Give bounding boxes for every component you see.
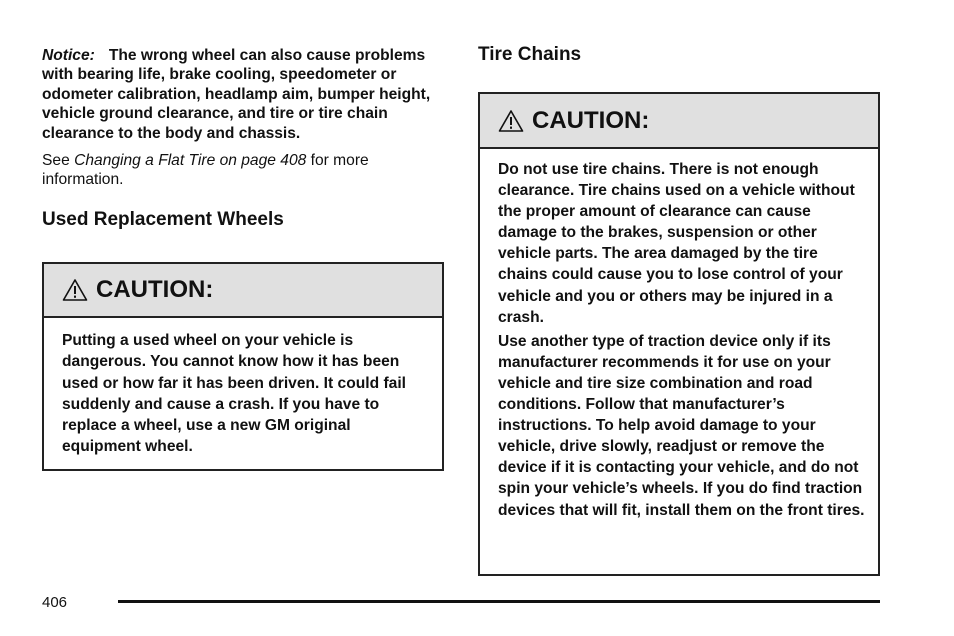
section-heading-tire-chains: Tire Chains xyxy=(478,44,582,65)
warning-triangle-icon xyxy=(498,109,524,133)
caution-body xyxy=(44,318,442,458)
caution-box-tire-chains xyxy=(478,92,880,576)
reference-suffix: for more information. xyxy=(42,152,369,189)
caution-header xyxy=(480,94,878,149)
warning-triangle-icon xyxy=(62,278,88,302)
left-column xyxy=(42,46,444,231)
reference-paragraph xyxy=(42,151,444,189)
caution-body xyxy=(480,149,878,521)
notice-paragraph xyxy=(42,46,444,143)
notice-text: The wrong wheel can also cause problems with bearing life, brake cooling, speedometer or odometer calibration, headlamp aim, bumper height, vehicle ground clearance, and tire or tire chain clearance to the body and chassis. xyxy=(42,47,431,142)
notice-lead: Notice: xyxy=(42,47,95,64)
reference-prefix: See xyxy=(42,152,70,170)
caution-paragraph: Do not use tire chains. There is not enough clearance. Tire chains used on a vehicle without the proper amount of clearance can cause damage to the brakes, suspension or other vehicle parts. The area damaged by the tire chains could cause you to lose control of your vehicle and you or others may be injured in a crash. xyxy=(498,161,855,326)
caution-header xyxy=(44,264,442,318)
caution-paragraph: Use another type of traction device only if its manufacturer recommends it for use on your vehicle and tire size combination and road conditions. Follow that manufacturer’s instructions. To help avoid damage to your vehicle, drive slowly, readjust or remove the device if it is contacting your vehicle, and do not spin your vehicle’s wheels. If you do find traction devices that will fit, install them on the front tires. xyxy=(498,332,865,519)
footer-rule xyxy=(118,600,880,603)
reference-link[interactable]: Changing a Flat Tire on page 408 xyxy=(74,152,307,170)
caution-box-used-wheels xyxy=(42,262,444,471)
section-heading-used-wheels: Used Replacement Wheels xyxy=(42,209,284,231)
caution-title: CAUTION: xyxy=(96,276,214,303)
caution-text: Putting a used wheel on your vehicle is dangerous. You cannot know how it has been used or how far it has been driven. It could fail suddenly and cause a crash. If you have to replace a wheel, use a new GM original equipment wheel. xyxy=(62,332,406,456)
right-column xyxy=(478,44,880,66)
caution-title: CAUTION: xyxy=(532,106,650,134)
page-number: 406 xyxy=(42,594,68,611)
